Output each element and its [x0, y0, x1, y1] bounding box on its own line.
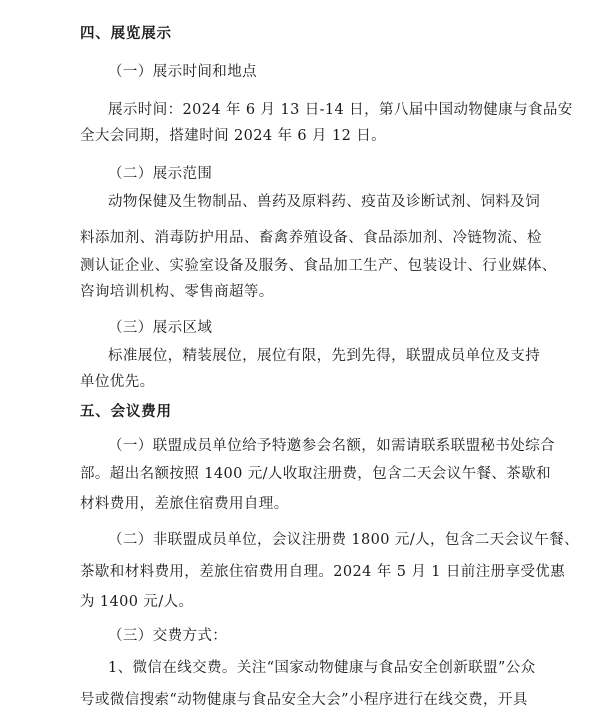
paragraph-line: 全大会同期，搭建时间 2024 年 6 月 12 日。	[80, 128, 387, 144]
paragraph-line: 展示时间：2024 年 6 月 13 日-14 日，第八届中国动物健康与食品安	[108, 102, 573, 118]
paragraph-line: 标准展位，精装展位，展位有限，先到先得，联盟成员单位及支持	[108, 348, 541, 364]
section-heading-exhibition: 四、展览展示	[80, 26, 172, 42]
paragraph-line: 1、微信在线交费。关注“国家动物健康与食品安全创新联盟”公众	[108, 660, 536, 676]
paragraph-line: （一）联盟成员单位给予特邀参会名额，如需请联系联盟秘书处综合	[108, 438, 555, 454]
paragraph-line: 部。超出名额按照 1400 元/人收取注册费，包含二天会议午餐、茶歇和	[80, 466, 552, 482]
subheading-time-place: （一）展示时间和地点	[108, 64, 257, 80]
paragraph-line: 茶歇和材料费用，差旅住宿费用自理。2024 年 5 月 1 日前注册享受优惠	[80, 564, 566, 580]
paragraph-line: 为 1400 元/人。	[80, 594, 194, 610]
section-heading-fees: 五、会议费用	[80, 404, 172, 420]
paragraph-line: 测认证企业、实验室设备及服务、食品加工生产、包装设计、行业媒体、	[80, 258, 557, 274]
paragraph-line: 料添加剂、消毒防护用品、畜禽养殖设备、食品添加剂、冷链物流、检	[80, 230, 542, 246]
paragraph-line: 单位优先。	[80, 374, 155, 390]
subheading-area: （三）展示区域	[108, 320, 213, 336]
paragraph-line: （二）非联盟成员单位，会议注册费 1800 元/人，包含二天会议午餐、	[108, 532, 580, 548]
paragraph-line: 动物保健及生物制品、兽药及原料药、疫苗及诊断试剂、饲料及饲	[108, 194, 541, 210]
paragraph-line: 材料费用，差旅住宿费用自理。	[80, 496, 289, 512]
subheading-payment: （三）交费方式：	[108, 628, 228, 644]
subheading-scope: （二）展示范围	[108, 166, 213, 182]
paragraph-line: 咨询培训机构、零售商超等。	[80, 284, 274, 300]
paragraph-line: 号或微信搜索“动物健康与食品安全大会”小程序进行在线交费，开具	[80, 692, 528, 708]
